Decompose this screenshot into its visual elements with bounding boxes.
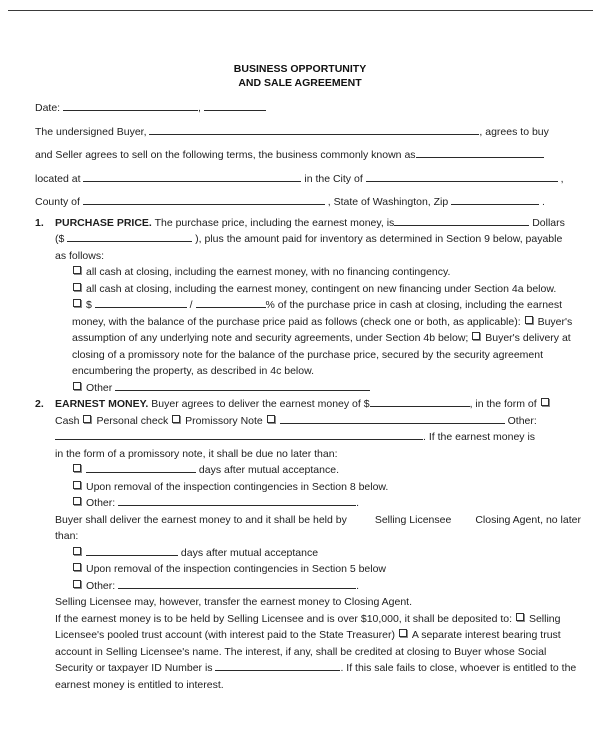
blank-field[interactable] <box>196 297 266 308</box>
checkbox-icon[interactable] <box>73 382 81 390</box>
text-run: . If the earnest money is <box>423 431 536 443</box>
checkbox-icon[interactable] <box>73 299 81 307</box>
checkbox-icon[interactable] <box>516 613 524 621</box>
option-other-due-date <box>72 495 572 512</box>
blank-field[interactable] <box>55 429 423 440</box>
option-days-after-acceptance-2 <box>72 545 572 562</box>
text-run: The purchase price, including the earnest money, is <box>151 216 395 229</box>
blank-field[interactable] <box>67 231 192 242</box>
text-run: / <box>186 299 196 311</box>
checkbox-icon[interactable] <box>73 497 81 505</box>
text-run: The undersigned Buyer, <box>35 125 150 138</box>
document-line <box>72 347 572 364</box>
title-line-1: BUSINESS OPPORTUNITY <box>233 63 367 75</box>
text-run: Other <box>86 381 116 394</box>
buyer-line <box>35 121 572 145</box>
text-run: , State of Washington, Zip <box>324 196 452 208</box>
document-line <box>55 660 577 677</box>
document-line <box>55 677 572 694</box>
checkbox-icon[interactable] <box>73 283 81 291</box>
text-run: Selling <box>528 612 561 625</box>
text-run: Personal check <box>96 414 172 427</box>
section-heading: PURCHASE PRICE. <box>55 216 152 229</box>
checkbox-icon[interactable] <box>73 266 81 274</box>
seller-line <box>35 144 572 168</box>
document-line <box>55 644 572 661</box>
blank-field[interactable] <box>416 147 544 158</box>
text-run: Security or taxpayer ID Number is <box>55 662 216 674</box>
document-line <box>72 314 572 331</box>
county-line <box>35 191 572 215</box>
checkbox-icon[interactable] <box>83 415 91 423</box>
document-line <box>55 594 572 611</box>
section-heading: EARNEST MONEY. <box>55 398 149 410</box>
blank-field[interactable] <box>149 124 479 135</box>
text-run: % of the purchase price in cash at closing, including the earnest <box>265 299 563 311</box>
document-line <box>72 330 572 347</box>
option-all-cash-new-financing <box>72 281 572 298</box>
blank-field[interactable] <box>63 100 198 111</box>
blank-field[interactable] <box>118 578 356 589</box>
document-line <box>55 413 572 430</box>
text-run: all cash at closing, including the earnest money, with no financing contingency. <box>86 266 451 278</box>
text-run: ), plus the amount paid for inventory as determined in Section 9 below, payable <box>192 233 563 245</box>
text-run: money, with the balance of the purchase price paid as follows (check one or both, as applicable): <box>72 315 524 328</box>
text-run: than: <box>55 530 79 542</box>
section-1-heading <box>35 215 572 232</box>
blank-field[interactable] <box>451 194 539 205</box>
document-line <box>55 627 572 644</box>
text-run: , in the form of <box>469 398 540 410</box>
text-run: $ <box>86 299 95 311</box>
blank-field[interactable] <box>86 545 178 556</box>
text-run: assumption of any underlying note and security agreements, under Section 4b below; <box>72 332 472 344</box>
checkbox-icon[interactable] <box>399 629 407 637</box>
blank-field[interactable] <box>83 171 301 182</box>
text-run: Other: <box>86 579 119 592</box>
text-run: account in Selling Licensee's name. The interest, if any, shall be credited at closing to Buyer whose Social <box>55 645 547 658</box>
document-line <box>55 446 572 463</box>
blank-field[interactable] <box>370 396 470 407</box>
title-line-2: AND SALE AGREEMENT <box>238 77 362 89</box>
blank-field[interactable] <box>204 100 266 111</box>
document-line <box>55 512 581 529</box>
text-run: . <box>539 196 545 208</box>
blank-field[interactable] <box>83 194 325 205</box>
blank-field[interactable] <box>394 215 529 226</box>
text-run: Date: <box>35 102 64 114</box>
option-upon-removal-section-8 <box>72 479 572 496</box>
text-run: as follows: <box>55 249 105 262</box>
checkbox-icon[interactable] <box>525 316 533 324</box>
text-run: Selling Licensee may, however, transfer the earnest money to Closing Agent. <box>55 596 413 608</box>
checkbox-icon[interactable] <box>73 580 81 588</box>
text-run: Other: <box>504 414 537 427</box>
text-run: Buyer's delivery at <box>485 332 571 344</box>
section-2-heading <box>35 396 572 413</box>
blank-field[interactable] <box>86 462 196 473</box>
text-run: . <box>356 497 360 509</box>
checkbox-icon[interactable] <box>267 415 275 423</box>
blank-field[interactable] <box>115 380 370 391</box>
blank-field[interactable] <box>366 171 558 182</box>
text-run: Selling Licensee <box>374 513 452 526</box>
text-run: If the earnest money is to be held by Selling Licensee and is over $10,000, it shall be deposited to: <box>55 612 515 625</box>
text-run: , agrees to buy <box>479 125 549 138</box>
document-line <box>72 363 572 380</box>
option-other-delivery <box>72 578 572 595</box>
blank-field[interactable] <box>215 660 340 671</box>
text-run: located at <box>35 172 84 185</box>
text-run: , <box>198 102 204 114</box>
document-line <box>55 429 572 446</box>
text-run: Upon removal of the inspection contingencies in Section 5 below <box>86 563 387 575</box>
text-run: A separate interest bearing trust <box>411 629 561 641</box>
checkbox-icon[interactable] <box>172 415 180 423</box>
checkbox-icon[interactable] <box>472 332 480 340</box>
document-title <box>0 0 600 90</box>
document-line <box>55 248 572 265</box>
text-run: all cash at closing, including the earnest money, contingent on new financing under Section 4a below. <box>86 282 557 295</box>
text-run: Other: <box>86 497 119 509</box>
scan-border-top <box>8 10 593 11</box>
text-run: Dollars <box>529 216 565 229</box>
text-run: in the form of a promissory note, it shall be due no later than: <box>55 447 338 460</box>
date-line <box>35 97 572 121</box>
text-run: Cash <box>55 414 83 427</box>
option-partial-cash <box>72 297 572 314</box>
checkbox-icon[interactable] <box>73 481 81 489</box>
text-run: Upon removal of the inspection contingencies in Section 8 below. <box>86 480 389 493</box>
text-run: earnest money is entitled to interest. <box>55 678 224 691</box>
blank-field[interactable] <box>280 413 505 424</box>
text-run: Licensee's pooled trust account (with interest paid to the State Treasurer) <box>55 629 398 641</box>
text-run: days after mutual acceptance. <box>196 464 339 476</box>
section-number: 2. <box>35 398 44 410</box>
located-line <box>35 168 572 192</box>
text-run: . <box>356 579 360 592</box>
checkbox-icon[interactable] <box>73 563 81 571</box>
text-run: closing of a promissory note for the balance of the purchase price, secured by the security agreement <box>72 348 544 361</box>
document-line <box>55 528 572 545</box>
document-line <box>55 611 572 628</box>
checkbox-icon[interactable] <box>541 398 549 406</box>
text-run: Buyer shall deliver the earnest money to and it shall be held by <box>55 513 347 526</box>
document-lines <box>0 90 600 693</box>
document-line <box>55 231 572 248</box>
blank-field[interactable] <box>95 297 187 308</box>
text-run: Buyer agrees to deliver the earnest money of $ <box>148 398 370 410</box>
text-run: days after mutual acceptance <box>178 546 319 559</box>
checkbox-icon[interactable] <box>73 464 81 472</box>
text-run: County of <box>35 196 83 208</box>
text-run: Buyer's <box>537 315 573 328</box>
text-run: Closing Agent, no later <box>475 513 581 526</box>
option-days-after-acceptance-1 <box>72 462 572 479</box>
option-upon-removal-section-5 <box>72 561 572 578</box>
text-run: and Seller agrees to sell on the following terms, the business commonly known as <box>35 149 416 161</box>
option-other-purchase <box>72 380 572 397</box>
text-run: in the City of <box>301 172 366 185</box>
text-run: . If this sale fails to close, whoever is entitled to the <box>340 662 577 674</box>
section-number: 1. <box>35 216 44 229</box>
blank-field[interactable] <box>118 495 356 506</box>
option-all-cash-no-financing <box>72 264 572 281</box>
text-run: , <box>557 172 564 185</box>
text-run: Promissory Note <box>185 414 266 427</box>
checkbox-icon[interactable] <box>73 547 81 555</box>
text-run: encumbering the property, as described in 4c below. <box>72 365 315 377</box>
text-run: ($ <box>55 233 68 245</box>
